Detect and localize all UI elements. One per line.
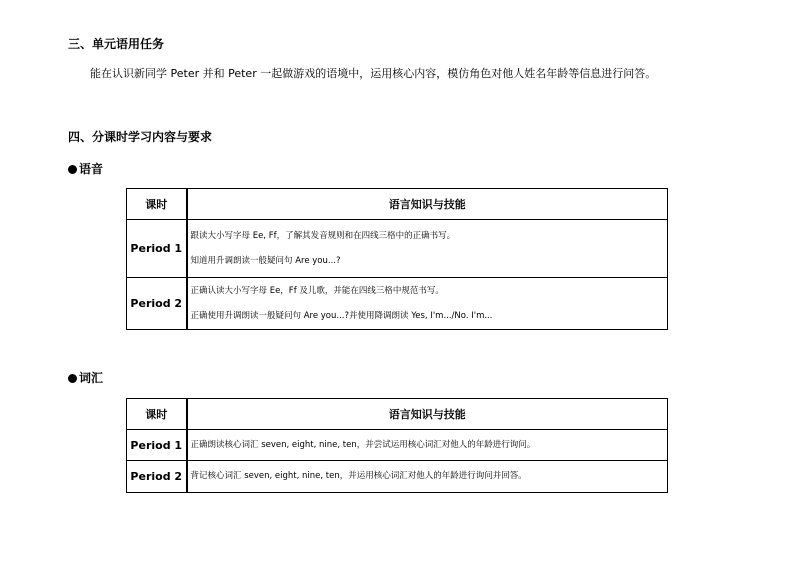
header-skills: 语言知识与技能 xyxy=(187,189,668,220)
section4-heading: 四、分课时学习内容与要求 xyxy=(68,130,213,144)
table-row xyxy=(127,220,668,278)
skills-cell xyxy=(187,220,668,278)
skills-line: 正确认读大小写字母 Ee，Ff 及儿歌，并能在四线三格中规范书写。 xyxy=(190,285,444,296)
header-skills: 语言知识与技能 xyxy=(187,399,668,430)
pronunciation-table xyxy=(126,188,668,330)
pronunciation-label-text: 语音 xyxy=(79,162,104,176)
pronunciation-label xyxy=(68,162,103,176)
header-period: 课时 xyxy=(127,189,187,220)
table-header-row xyxy=(127,189,668,220)
skills-line: 跟读大小写字母 Ee, Ff，了解其发音规则和在四线三格中的正确书写。 xyxy=(190,230,456,241)
vocabulary-table xyxy=(126,398,668,493)
period-cell: Period 2 xyxy=(127,461,187,493)
skills-line: 正确使用升调朗读一般疑问句 Are you...?并使用降调朗读 Yes, I'm.../No. I'm... xyxy=(190,310,493,321)
skills-line: 背记核心词汇 seven, eight, nine, ten，并运用核心词汇对他人的年龄进行询问并回答。 xyxy=(190,471,527,481)
bullet-dot-icon xyxy=(68,374,77,383)
period-cell: Period 1 xyxy=(127,430,187,461)
skills-cell xyxy=(187,278,668,330)
vocabulary-label xyxy=(68,371,103,385)
skills-cell xyxy=(187,461,668,493)
skills-line: 知道用升调朗读一般疑问句 Are you...? xyxy=(190,255,341,266)
section3-heading: 三、单元语用任务 xyxy=(68,37,165,51)
table-row xyxy=(127,461,668,493)
table-header-row xyxy=(127,399,668,430)
skills-line: 正确朗读核心词汇 seven, eight, nine, ten，并尝试运用核心词汇对他人的年龄进行询问。 xyxy=(190,439,536,450)
table-row xyxy=(127,430,668,461)
table-row xyxy=(127,278,668,330)
period-cell: Period 1 xyxy=(127,220,187,278)
skills-cell xyxy=(187,430,668,461)
period-cell: Period 2 xyxy=(127,278,187,330)
vocabulary-label-text: 词汇 xyxy=(79,371,104,385)
bullet-dot-icon xyxy=(68,165,77,174)
section3-text: 能在认识新同学 Peter 并和 Peter 一起做游戏的语境中，运用核心内容，模仿角色对他人姓名年龄等信息进行问答。 xyxy=(90,67,657,80)
header-period: 课时 xyxy=(127,399,187,430)
